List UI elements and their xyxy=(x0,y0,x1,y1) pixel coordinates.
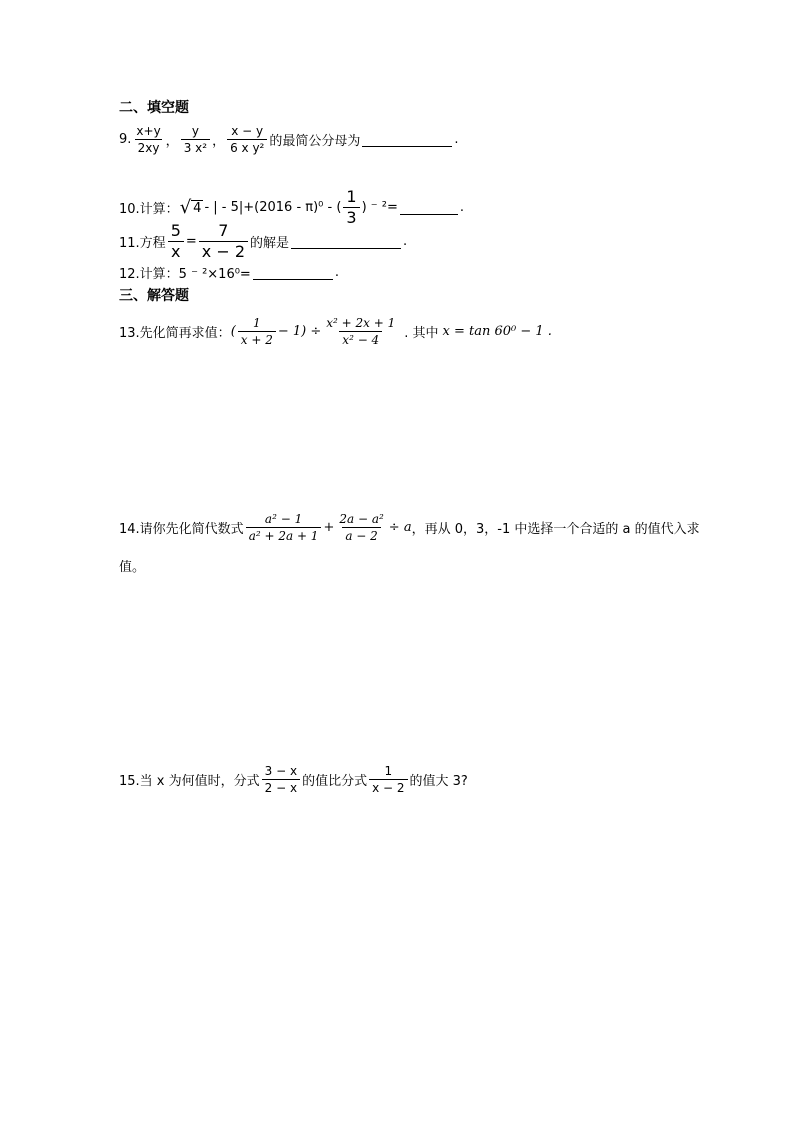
denominator: 2 − x xyxy=(262,779,300,795)
denominator: x − 2 xyxy=(199,241,248,261)
answer-blank[interactable] xyxy=(253,265,333,280)
question-14 xyxy=(119,512,700,543)
numerator: x − y xyxy=(231,124,264,138)
numerator: 1 xyxy=(384,764,393,778)
expression: ) ⁻ ²= xyxy=(361,200,398,215)
separator: ， xyxy=(165,134,179,149)
denominator: 3 xyxy=(343,207,359,227)
fraction xyxy=(238,316,276,347)
question-text: 的值大 3? xyxy=(409,774,468,789)
question-number: 15.当 x 为何值时，分式 xyxy=(119,774,260,789)
numerator: a² − 1 xyxy=(264,512,303,526)
question-9 xyxy=(119,124,459,155)
numerator: 2a − a² xyxy=(339,512,384,526)
denominator: x xyxy=(168,241,183,261)
fraction xyxy=(199,222,248,261)
question-13 xyxy=(119,316,552,347)
period: . xyxy=(454,132,459,147)
denominator: 2xy xyxy=(135,139,163,155)
expression: x = tan 60⁰ − 1 . xyxy=(442,324,552,339)
question-text: ，再从 0，3，-1 中选择一个合适的 a 的值代入求 xyxy=(411,522,700,537)
question-text: . 其中 xyxy=(404,326,439,341)
radical-sign-icon: √ xyxy=(179,196,192,218)
radicand: 4 xyxy=(193,200,202,216)
denominator: x − 2 xyxy=(369,779,407,795)
numerator: 1 xyxy=(252,316,261,330)
numerator: y xyxy=(191,124,199,138)
question-text: 的值比分式 xyxy=(302,774,368,789)
expression: − 1) ÷ xyxy=(277,324,322,339)
expression: ÷ a xyxy=(388,520,412,535)
fraction xyxy=(246,512,322,543)
square-root xyxy=(179,196,204,218)
question-text: 的最简公分母为 xyxy=(269,134,361,149)
denominator: x + 2 xyxy=(238,331,276,347)
denominator: x² − 4 xyxy=(339,331,382,347)
answer-blank[interactable] xyxy=(362,132,452,147)
answer-blank[interactable] xyxy=(291,234,401,249)
numerator: 7 xyxy=(218,221,229,240)
numerator: 5 xyxy=(170,221,181,240)
question-text: 12.计算：5 ⁻ ²×16⁰= xyxy=(119,267,251,282)
fraction xyxy=(369,764,407,795)
question-15 xyxy=(119,764,468,795)
answer-blank[interactable] xyxy=(400,200,458,215)
question-number: 14.请你先化简代数式 xyxy=(119,522,244,537)
numerator: 1 xyxy=(346,187,357,206)
denominator: 3 x² xyxy=(181,139,210,155)
fraction xyxy=(168,222,184,261)
equals-sign: = xyxy=(185,234,197,249)
fraction xyxy=(181,124,210,155)
period: . xyxy=(459,200,465,215)
question-number: 13.先化简再求值： xyxy=(119,326,231,341)
question-number: 10.计算： xyxy=(119,202,179,217)
question-11 xyxy=(119,222,407,261)
numerator: x+y xyxy=(136,124,161,138)
fraction xyxy=(323,316,398,347)
fraction xyxy=(133,124,163,155)
question-text: 的解是 xyxy=(250,236,290,251)
numerator: 3 − x xyxy=(264,764,298,778)
paren: ( xyxy=(230,324,236,339)
expression: - | - 5|+(2016 - π)⁰ - ( xyxy=(204,200,342,215)
period: . xyxy=(403,234,408,249)
question-number: 9. xyxy=(119,132,132,147)
denominator: a − 2 xyxy=(342,527,380,543)
fraction xyxy=(227,124,267,155)
denominator: 6 x y² xyxy=(227,139,267,155)
period: . xyxy=(334,265,339,280)
fraction xyxy=(262,764,300,795)
question-12 xyxy=(119,263,339,282)
plus-sign: + xyxy=(323,520,335,535)
numerator: x² + 2x + 1 xyxy=(326,316,396,330)
fraction xyxy=(336,512,386,543)
denominator: a² + 2a + 1 xyxy=(246,527,322,543)
question-number: 11.方程 xyxy=(119,236,166,251)
question-14-continued: 值。 xyxy=(119,560,146,575)
separator: ， xyxy=(212,134,226,149)
section-heading-answer: 三、解答题 xyxy=(119,288,189,304)
section-heading-fill-blank: 二、填空题 xyxy=(119,100,189,116)
